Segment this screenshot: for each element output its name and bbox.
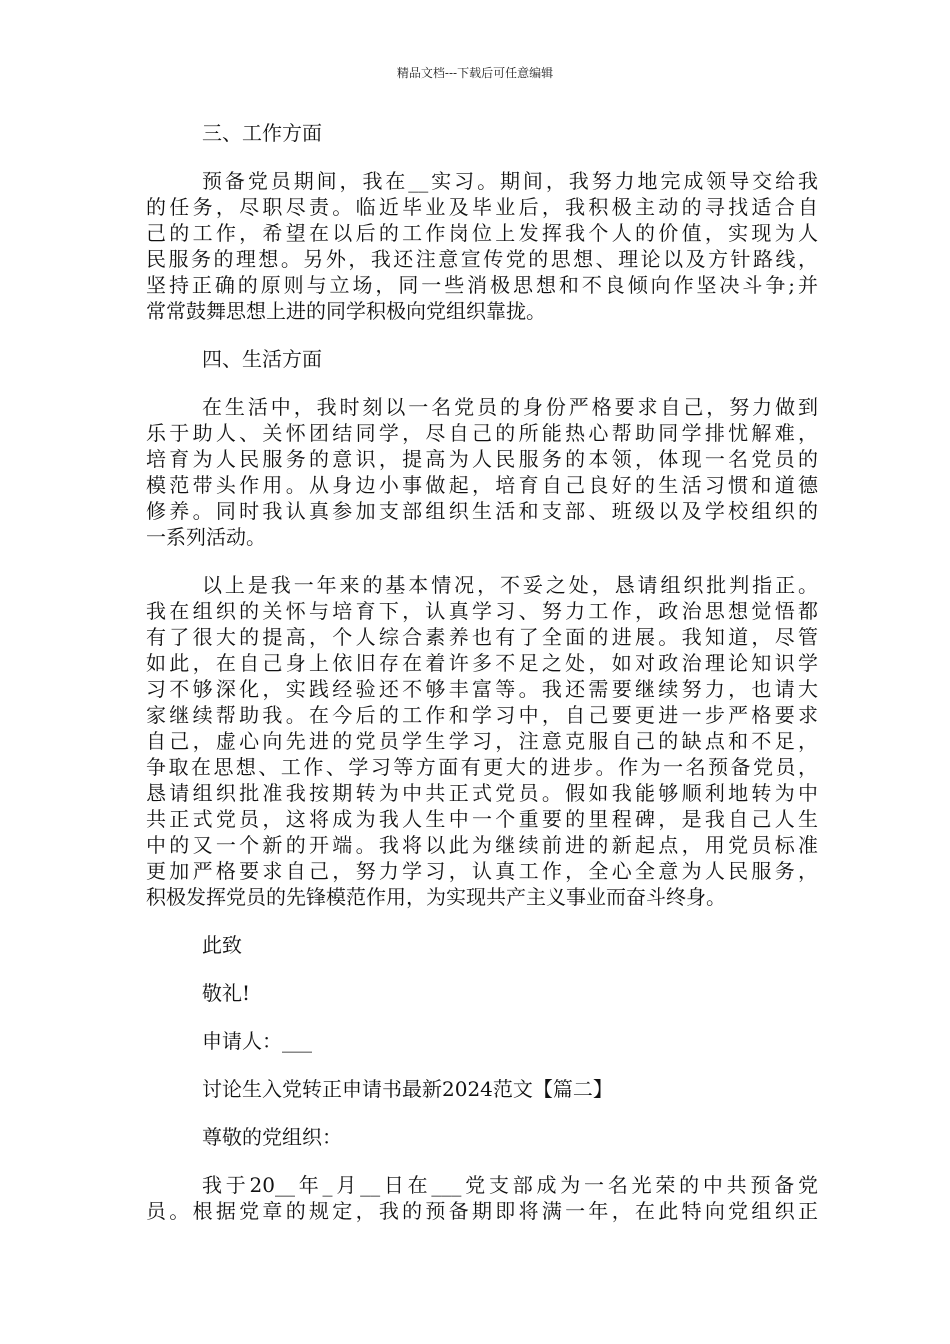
paragraph-line: 有了很大的提高，个人综合素养也有了全面的进展。我知道，尽管 — [146, 625, 818, 649]
closing-jingli: 敬礼! — [202, 981, 251, 1005]
paragraph-line: 如此，在自己身上依旧存在着许多不足之处，如对政治理论知识学 — [146, 651, 818, 675]
page-header: 精品文档---下载后可任意编辑 — [396, 66, 554, 80]
paragraph-line: 在生活中，我时刻以一名党员的身份严格要求自己，努力做到 — [202, 395, 818, 419]
salutation-block — [146, 1124, 818, 1150]
paragraph-line: 民服务的理想。另外，我还注意宣传党的思想、理论以及方针路线， — [146, 247, 818, 271]
salutation-line: 尊敬的党组织： — [202, 1125, 342, 1149]
closing-cizhi: 此致 — [202, 933, 242, 957]
section-heading-life: 四、生活方面 — [202, 347, 322, 371]
final-paragraph — [146, 1172, 818, 1224]
paragraph-line: 我于20__年_月__日在___党支部成为一名光荣的中共预备党 — [202, 1173, 818, 1197]
work-paragraph — [146, 168, 818, 324]
paragraph-line: 常常鼓舞思想上进的同学积极向党组织靠拢。 — [146, 299, 546, 323]
applicant-block — [146, 1028, 818, 1054]
paragraph-line: 中的又一个新的开端。我将以此为继续前进的新起点，用党员标准 — [146, 833, 818, 857]
paragraph-line: 乐于助人、关怀团结同学，尽自己的所能热心帮助同学排忧解难， — [146, 421, 818, 445]
paragraph-line: 培育为人民服务的意识，提高为人民服务的本领，体现一名党员的 — [146, 447, 818, 471]
title-two-block — [146, 1076, 818, 1102]
paragraph-line: 修养。同时我认真参加支部组织生活和支部、班级以及学校组织的 — [146, 499, 818, 523]
document-body — [146, 120, 818, 1246]
paragraph-line: 家继续帮助我。在今后的工作和学习中，自己要更进一步严格要求 — [146, 703, 818, 727]
closing-block-1 — [146, 932, 818, 958]
paragraph-line: 习不够深化，实践经验还不够丰富等。我还需要继续努力，也请大 — [146, 677, 818, 701]
paragraph-line: 共正式党员，这将成为我人生中一个重要的里程碑，是我自己人生 — [146, 807, 818, 831]
paragraph-line: 以上是我一年来的基本情况，不妥之处，恳请组织批判指正。 — [202, 573, 818, 597]
paragraph-line: 模范带头作用。从身边小事做起，培育自己良好的生活习惯和道德 — [146, 473, 818, 497]
paragraph-line: 己的工作，希望在以后的工作岗位上发挥我个人的价值，实现为人 — [146, 221, 818, 245]
paragraph-line: 争取在思想、工作、学习等方面有更大的进步。作为一名预备党员， — [146, 755, 818, 779]
paragraph-line: 预备党员期间，我在__实习。期间，我努力地完成领导交给我 — [202, 169, 818, 193]
life-paragraph — [146, 394, 818, 550]
paragraph-line: 员。根据党章的规定，我的预备期即将满一年，在此特向党组织正 — [146, 1199, 818, 1223]
life-heading-block — [146, 346, 818, 372]
paragraph-line: 一系列活动。 — [146, 525, 266, 549]
paragraph-line: 恳请组织批准我按期转为中共正式党员。假如我能够顺利地转为中 — [146, 781, 818, 805]
work-heading-block — [146, 120, 818, 146]
paragraph-line: 自己，虚心向先进的党员学生学习，注意克服自己的缺点和不足， — [146, 729, 818, 753]
applicant-line: 申请人：___ — [202, 1029, 312, 1053]
paragraph-line: 积极发挥党员的先锋模范作用，为实现共产主义事业而奋斗终身。 — [146, 885, 726, 909]
summary-paragraph — [146, 572, 818, 910]
paragraph-line: 的任务，尽职尽责。临近毕业及毕业后，我积极主动的寻找适合自 — [146, 195, 818, 219]
paragraph-line: 我在组织的关怀与培育下，认真学习、努力工作，政治思想觉悟都 — [146, 599, 818, 623]
article-title-two: 讨论生入党转正申请书最新2024范文【篇二】 — [202, 1077, 613, 1101]
closing-block-2 — [146, 980, 818, 1006]
paragraph-line: 更加严格要求自己，努力学习，认真工作，全心全意为人民服务， — [146, 859, 818, 883]
section-heading-work: 三、工作方面 — [202, 121, 322, 145]
paragraph-line: 坚持正确的原则与立场，同一些消极思想和不良倾向作坚决斗争;并 — [146, 273, 818, 297]
